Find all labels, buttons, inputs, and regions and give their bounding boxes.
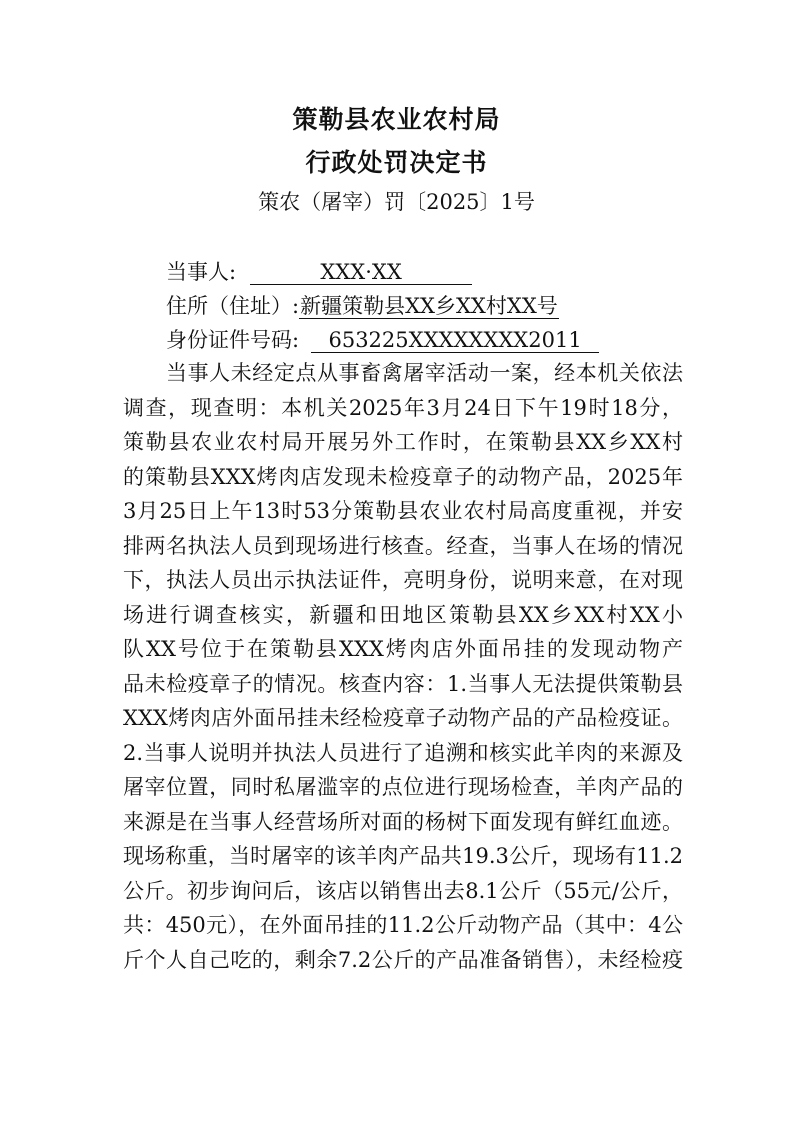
party-id-row — [166, 324, 599, 354]
party-name-value: XXX·XX — [250, 260, 472, 285]
body-line: 斤个人自己吃的，剩余7.2公斤的产品准备销售），未经检疫 — [123, 947, 683, 972]
body-line: 公斤。初步询问后，该店以销售出去8.1公斤（55元/公斤， — [123, 878, 683, 903]
decision-body — [123, 356, 683, 977]
party-id-label: 身份证件号码: — [166, 328, 300, 352]
party-name-row — [166, 256, 472, 286]
body-line: 排两名执法人员到现场进行核查。经查，当事人在场的情况 — [123, 533, 683, 558]
party-address-row — [166, 290, 559, 320]
body-line: 共：450元），在外面吊挂的11.2公斤动物产品（其中：4公 — [123, 913, 683, 937]
party-id-value: 653225XXXXXXXX2011 — [311, 328, 599, 353]
body-line: 场进行调查核实，新疆和田地区策勒县XX乡XX村XX小 — [123, 602, 683, 627]
document-type-title: 行政处罚决定书 — [305, 148, 488, 177]
party-address-value: 新疆策勒县XX乡XX村XX号 — [300, 294, 558, 318]
body-line: 调查，现查明：本机关2025年3月24日下午19时18分， — [123, 395, 683, 420]
body-line: 品未检疫章子的情况。核查内容：1.当事人无法提供策勒县 — [123, 671, 683, 696]
body-line: 3月25日上午13时53分策勒县农业农村局高度重视，并安 — [123, 499, 683, 523]
body-line: 屠宰位置，同时私屠滥宰的点位进行现场检查，羊肉产品的 — [123, 775, 683, 799]
body-line: 现场称重，当时屠宰的该羊肉产品共19.3公斤，现场有11.2 — [123, 844, 683, 868]
body-line: 2.当事人说明并执法人员进行了追溯和核实此羊肉的来源及 — [123, 740, 683, 765]
party-name-label: 当事人: — [166, 260, 237, 284]
body-line: 下，执法人员出示执法证件，亮明身份，说明来意，在对现 — [123, 568, 683, 592]
body-line: 来源是在当事人经营场所对面的杨树下面发现有鲜红血迹。 — [123, 809, 683, 834]
party-address-label: 住所（住址）: — [166, 294, 300, 318]
body-line: XXX烤肉店外面吊挂未经检疫章子动物产品的产品检疫证。 — [123, 706, 683, 730]
body-line: 策勒县农业农村局开展另外工作时，在策勒县XX乡XX村 — [123, 430, 683, 454]
agency-title: 策勒县农业农村局 — [292, 105, 501, 134]
body-line: 当事人未经定点从事畜禽屠宰活动一案，经本机关依法 — [166, 361, 683, 385]
document-number: 策农（屠宰）罚〔2025〕1号 — [258, 190, 535, 214]
body-line: 的策勒县XXX烤肉店发现未检疫章子的动物产品，2025年 — [123, 464, 683, 489]
body-line: 队XX号位于在策勒县XXX烤肉店外面吊挂的发现动物产 — [123, 637, 683, 661]
